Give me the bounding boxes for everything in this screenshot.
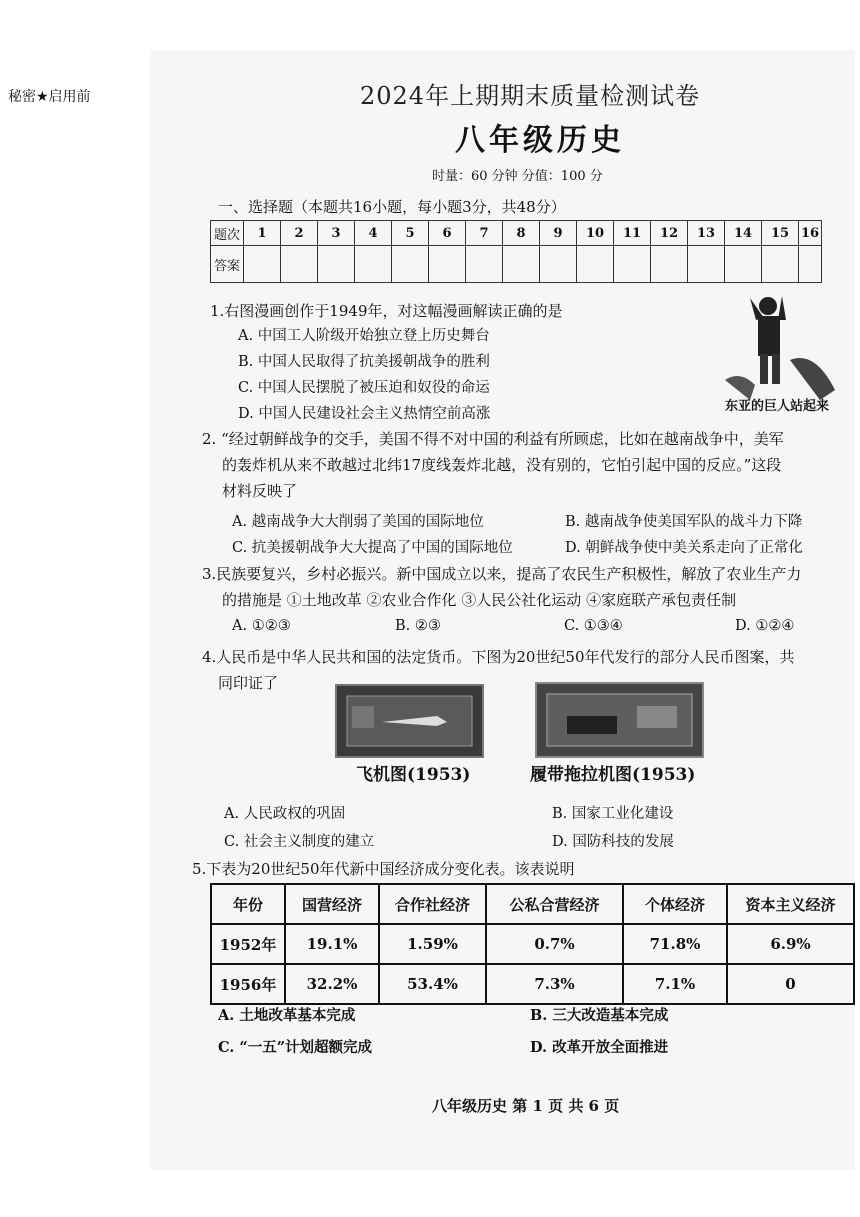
header-cell: 资本主义经济 bbox=[727, 884, 854, 924]
subject-title: 八年级历史 bbox=[455, 123, 625, 158]
question-3-line-2: 的措施是 ①土地改革 ②农业合作化 ③人民公社化运动 ④家庭联产承包责任制 bbox=[222, 591, 737, 609]
table-cell: 1.59% bbox=[379, 924, 486, 964]
question-1-option-c: C. 中国人民摆脱了被压迫和奴役的命运 bbox=[238, 380, 490, 396]
header-cell: 国营经济 bbox=[285, 884, 379, 924]
question-number: 12 bbox=[651, 221, 688, 246]
answer-cell[interactable] bbox=[540, 246, 577, 283]
question-number: 10 bbox=[577, 221, 614, 246]
answer-cell[interactable] bbox=[614, 246, 651, 283]
question-2-option-b: B. 越南战争使美国军队的战斗力下降 bbox=[565, 514, 803, 530]
airplane-caption: 飞机图(1953) bbox=[356, 765, 471, 785]
answer-cell[interactable] bbox=[577, 246, 614, 283]
question-number: 8 bbox=[503, 221, 540, 246]
table-cell: 0.7% bbox=[486, 924, 623, 964]
question-number: 9 bbox=[540, 221, 577, 246]
question-5-option-b: B. 三大改造基本完成 bbox=[530, 1007, 669, 1024]
question-3-option-c: C. ①③④ bbox=[564, 618, 623, 634]
question-5-option-a: A. 土地改革基本完成 bbox=[218, 1007, 356, 1024]
question-2-line-2: 的轰炸机从来不敢越过北纬17度线轰炸北越，没有别的，它怕引起中国的反应。”这段 bbox=[222, 456, 782, 474]
table-cell: 19.1% bbox=[285, 924, 379, 964]
header-cell: 年份 bbox=[211, 884, 285, 924]
table-cell: 32.2% bbox=[285, 964, 379, 1004]
table-cell: 71.8% bbox=[623, 924, 727, 964]
exam-title: 2024年上期期末质量检测试卷 bbox=[360, 82, 701, 110]
header-cell: 公私合营经济 bbox=[486, 884, 623, 924]
answer-cell[interactable] bbox=[355, 246, 392, 283]
question-number: 6 bbox=[429, 221, 466, 246]
table-cell: 6.9% bbox=[727, 924, 854, 964]
answer-cell[interactable] bbox=[466, 246, 503, 283]
question-5-option-c: C. “一五”计划超额完成 bbox=[218, 1039, 373, 1056]
answer-table-answer-row bbox=[211, 246, 822, 283]
answer-cell[interactable] bbox=[244, 246, 281, 283]
answer-cell[interactable] bbox=[799, 246, 822, 283]
question-number: 7 bbox=[466, 221, 503, 246]
question-number: 13 bbox=[688, 221, 725, 246]
question-3-line-1: 3.民族要复兴，乡村必振兴。新中国成立以来，提高了农民生产积极性，解放了农业生产力 bbox=[202, 565, 802, 583]
economy-table-header bbox=[211, 884, 854, 924]
row-label: 题次 bbox=[211, 221, 244, 246]
header-cell: 合作社经济 bbox=[379, 884, 486, 924]
question-number: 5 bbox=[392, 221, 429, 246]
question-2-option-d: D. 朝鲜战争使中美关系走向了正常化 bbox=[565, 540, 803, 556]
secret-label: 秘密★启用前 bbox=[8, 89, 91, 105]
answer-cell[interactable] bbox=[318, 246, 355, 283]
table-row bbox=[211, 964, 854, 1004]
question-number: 1 bbox=[244, 221, 281, 246]
answer-cell[interactable] bbox=[429, 246, 466, 283]
question-number: 4 bbox=[355, 221, 392, 246]
question-3-option-a: A. ①②③ bbox=[232, 618, 291, 634]
table-cell: 1952年 bbox=[211, 924, 285, 964]
question-1-stem: 1.右图漫画创作于1949年，对这幅漫画解读正确的是 bbox=[210, 302, 563, 320]
question-4-line-1: 4.人民币是中华人民共和国的法定货币。下图为20世纪50年代发行的部分人民币图案，共 bbox=[202, 648, 795, 666]
answer-cell[interactable] bbox=[392, 246, 429, 283]
giant-cartoon-image bbox=[720, 290, 840, 410]
question-4-option-b: B. 国家工业化建设 bbox=[552, 806, 674, 822]
question-3-option-d: D. ①②④ bbox=[735, 618, 795, 634]
question-4-option-a: A. 人民政权的巩固 bbox=[224, 806, 346, 822]
question-1-option-b: B. 中国人民取得了抗美援朝战争的胜利 bbox=[238, 354, 490, 370]
answer-cell[interactable] bbox=[688, 246, 725, 283]
economy-table bbox=[210, 883, 855, 1005]
question-2-line-1: 2. “经过朝鲜战争的交手，美国不得不对中国的利益有所顾虑，比如在越南战争中，美军 bbox=[202, 430, 784, 448]
time-info: 时量：60 分钟 分值：100 分 bbox=[432, 169, 603, 184]
answer-cell[interactable] bbox=[651, 246, 688, 283]
banknote-airplane-image bbox=[335, 684, 484, 758]
question-2-line-3: 材料反映了 bbox=[222, 482, 298, 500]
section-heading: 一、选择题（本题共16小题，每小题3分，共48分） bbox=[218, 198, 566, 216]
question-4-option-c: C. 社会主义制度的建立 bbox=[224, 834, 375, 850]
question-number: 2 bbox=[281, 221, 318, 246]
row-label: 答案 bbox=[211, 246, 244, 283]
question-5-option-d: D. 改革开放全面推进 bbox=[530, 1039, 669, 1056]
table-cell: 53.4% bbox=[379, 964, 486, 1004]
question-number: 15 bbox=[762, 221, 799, 246]
table-row bbox=[211, 924, 854, 964]
answer-cell[interactable] bbox=[762, 246, 799, 283]
answer-cell[interactable] bbox=[725, 246, 762, 283]
tractor-caption: 履带拖拉机图(1953) bbox=[530, 765, 696, 785]
answer-cell[interactable] bbox=[503, 246, 540, 283]
answer-table bbox=[210, 220, 822, 283]
question-number: 16 bbox=[799, 221, 822, 246]
cartoon-caption: 东亚的巨人站起来 bbox=[725, 399, 830, 414]
question-5-stem: 5.下表为20世纪50年代新中国经济成分变化表。该表说明 bbox=[192, 860, 575, 878]
question-number: 14 bbox=[725, 221, 762, 246]
question-2-option-a: A. 越南战争大大削弱了美国的国际地位 bbox=[232, 514, 484, 530]
question-1-option-a: A. 中国工人阶级开始独立登上历史舞台 bbox=[238, 328, 490, 344]
table-cell: 1956年 bbox=[211, 964, 285, 1004]
question-1-option-d: D. 中国人民建设社会主义热情空前高涨 bbox=[238, 406, 491, 422]
table-cell: 0 bbox=[727, 964, 854, 1004]
answer-cell[interactable] bbox=[281, 246, 318, 283]
banknote-tractor-image bbox=[535, 682, 704, 758]
question-4-option-d: D. 国防科技的发展 bbox=[552, 834, 674, 850]
question-number: 11 bbox=[614, 221, 651, 246]
question-2-option-c: C. 抗美援朝战争大大提高了中国的国际地位 bbox=[232, 540, 513, 556]
table-cell: 7.3% bbox=[486, 964, 623, 1004]
question-number: 3 bbox=[318, 221, 355, 246]
page-footer: 八年级历史 第 1 页 共 6 页 bbox=[432, 1097, 620, 1115]
question-4-line-2: 同印证了 bbox=[218, 674, 279, 692]
answer-table-number-row bbox=[211, 221, 822, 246]
question-3-option-b: B. ②③ bbox=[395, 618, 441, 634]
table-cell: 7.1% bbox=[623, 964, 727, 1004]
header-cell: 个体经济 bbox=[623, 884, 727, 924]
